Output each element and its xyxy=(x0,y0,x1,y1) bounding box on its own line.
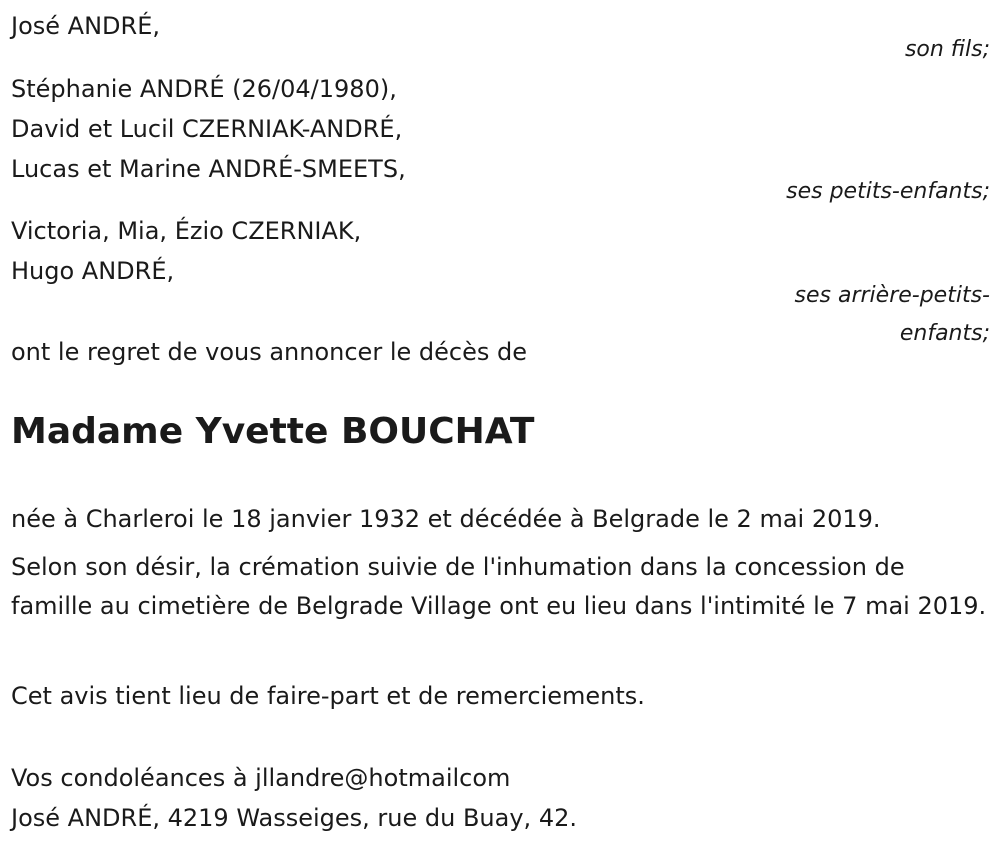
birth-death-text: née à Charleroi le 18 janvier 1932 et décédée à Belgrade le 2 mai 2019. xyxy=(11,505,881,533)
great-grandchild-line-2: Hugo ANDRÉ, xyxy=(11,257,175,285)
great-grandchildren-role-line-2: enfants; xyxy=(899,321,990,346)
condolences-text: Vos condoléances à jllandre@hotmailcom xyxy=(11,764,511,792)
grandchildren-role: ses petits-enfants; xyxy=(786,179,990,204)
cremation-text: Selon son désir, la crémation suivie de l'inhumation dans la concession de famille au cimetière de Belgrade Village ont eu lieu dans l'intimité le 7 mai 2019. xyxy=(11,553,987,620)
grandchild-line-1: Stéphanie ANDRÉ (26/04/1980), xyxy=(11,75,397,103)
great-grandchildren-role-line-1: ses arrière-petits- xyxy=(794,283,990,308)
announcement-text: ont le regret de vous annoncer le décès de xyxy=(11,338,527,366)
son-role: son fils; xyxy=(904,37,990,62)
notice-text: Cet avis tient lieu de faire-part et de remerciements. xyxy=(11,682,645,710)
grandchild-line-2: David et Lucil CZERNIAK-ANDRÉ, xyxy=(11,115,403,143)
deceased-name: Madame Yvette BOUCHAT xyxy=(11,411,535,452)
son-name: José ANDRÉ, xyxy=(11,12,160,40)
grandchild-line-3: Lucas et Marine ANDRÉ-SMEETS, xyxy=(11,155,406,183)
great-grandchild-line-1: Victoria, Mia, Ézio CZERNIAK, xyxy=(11,217,362,245)
address-text: José ANDRÉ, 4219 Wasseiges, rue du Buay, 42. xyxy=(11,804,577,832)
